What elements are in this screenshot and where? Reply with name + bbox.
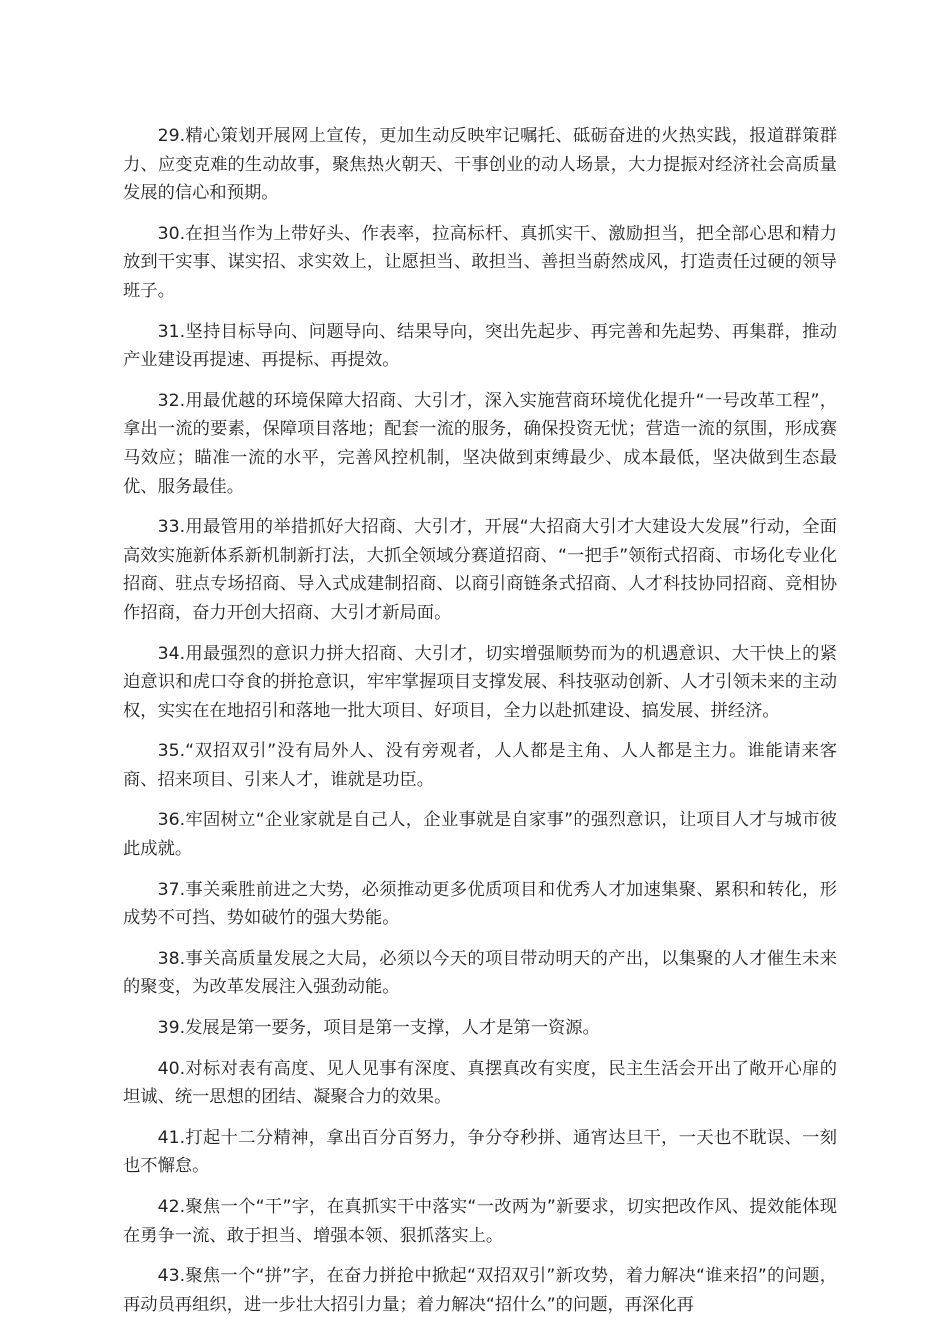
paragraph-38: 38.事关高质量发展之大局，必须以今天的项目带动明天的产出，以集聚的人才催生未来的聚变，为改革发展注入强劲动能。 [123,948,837,998]
paragraph-41: 41.打起十二分精神，拿出百分百努力，争分夺秒拼、通宵达旦干，一天也不耽误、一刻也不懈怠。 [123,1127,837,1177]
paragraph-36: 36.牢固树立“企业家就是自己人，企业事就是自家事”的强烈意识，让项目人才与城市彼此成就。 [123,810,837,860]
document-page [123,122,837,1331]
paragraph-37: 37.事关乘胜前进之大势，必须推动更多优质项目和优秀人才加速集聚、累积和转化，形成势不可挡、势如破竹的强大势能。 [123,879,837,929]
paragraph-39: 39.发展是第一要务，项目是第一支撑，人才是第一资源。 [157,1018,600,1039]
paragraph-30: 30.在担当作为上带好头、作表率，拉高标杆、真抓实干、激励担当，把全部心思和精力放到干实事、谋实招、求实效上，让愿担当、敢担当、善担当蔚然成风，打造责任过硬的领导班子。 [123,223,837,301]
paragraph-32: 32.用最优越的环境保障大招商、大引才，深入实施营商环境优化提升“一号改革工程”，拿出一流的要素，保障项目落地；配套一流的服务，确保投资无忧；营造一流的氛围，形成赛马效应；瞄准一流的水平，完善风控机制，坚决做到束缚最少、成本最低，坚决做到生态最优、服务最佳。 [123,390,837,497]
paragraph-34: 34.用最强烈的意识力拼大招商、大引才，切实增强顺势而为的机遇意识、大干快上的紧迫意识和虎口夺食的拼抢意识，牢牢掌握项目支撑发展、科技驱动创新、人才引领未来的主动权，实实在在地招引和落地一批大项目、好项目，全力以赴抓建设、搞发展、拼经济。 [123,643,837,721]
paragraph-35: 35.“双招双引”没有局外人、没有旁观者，人人都是主角、人人都是主力。谁能请来客商、招来项目、引来人才，谁就是功臣。 [123,741,837,790]
paragraph-33: 33.用最管用的举措抓好大招商、大引才，开展“大招商大引才大建设大发展”行动，全面高效实施新体系新机制新打法，大抓全领域分赛道招商、“一把手”领衔式招商、市场化专业化招商、驻点专场招商、导入式成建制招商、以商引商链条式招商、人才科技协同招商、竞相协作招商，奋力开创大招商、大引才新局面。 [123,517,837,623]
paragraph-31: 31.坚持目标导向、问题导向、结果导向，突出先起步、再完善和先起势、再集群，推动产业建设再提速、再提标、再提效。 [123,321,837,371]
paragraph-43: 43.聚焦一个“拼”字，在奋力拼抢中掀起“双招双引”新攻势，着力解决“谁来招”的问题，再动员再组织，进一步壮大招引力量；着力解决“招什么”的问题，再深化再 [123,1266,837,1315]
paragraph-29: 29.精心策划开展网上宣传，更加生动反映牢记嘱托、砥砺奋进的火热实践，报道群策群力、应变克难的生动故事，聚焦热火朝天、干事创业的动人场景，大力提振对经济社会高质量发展的信心和预期。 [123,126,837,204]
paragraph-42: 42.聚焦一个“干”字，在真抓实干中落实“一改两为”新要求，切实把改作风、提效能体现在勇争一流、敢于担当、增强本领、狠抓落实上。 [123,1197,837,1246]
paragraph-40: 40.对标对表有高度、见人见事有深度、真摆真改有实度，民主生活会开出了敞开心扉的坦诚、统一思想的团结、凝聚合力的效果。 [123,1058,837,1108]
